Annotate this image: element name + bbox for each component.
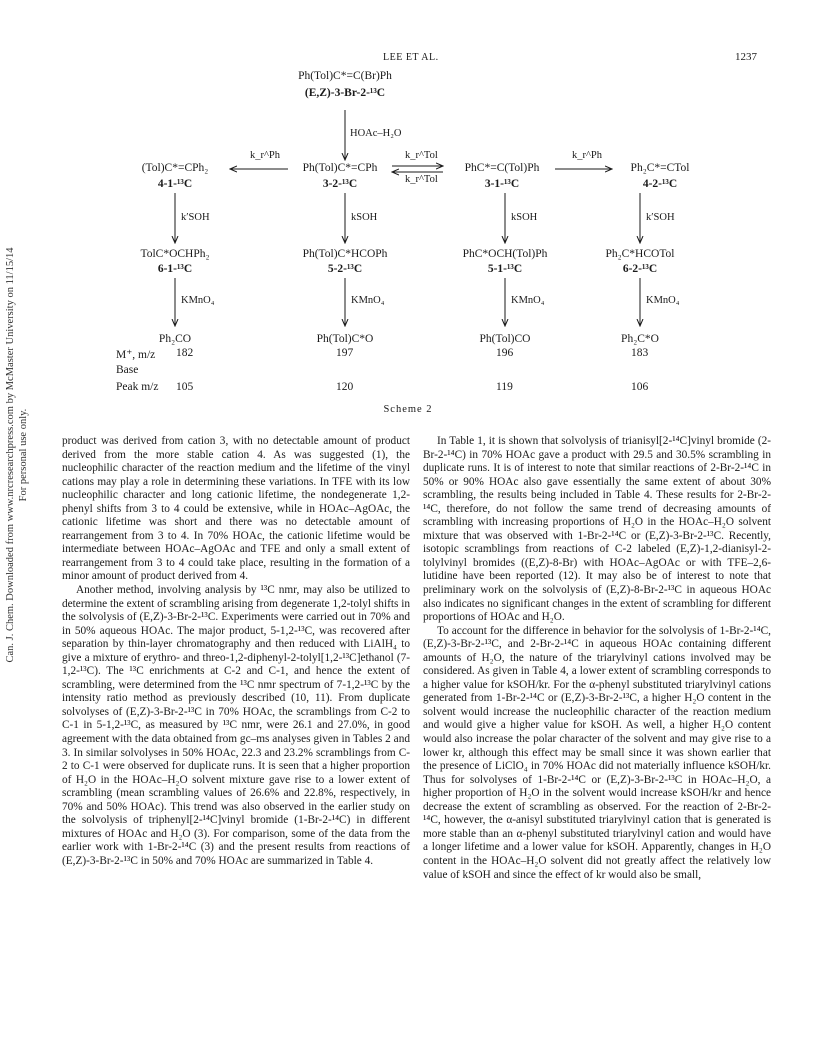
ketone-2: Ph(Tol)C*O xyxy=(316,333,374,345)
ketone-1: Ph₂CO xyxy=(158,333,192,345)
running-title: LEE ET AL. xyxy=(383,52,439,63)
cation-3-1: PhC*=C(Tol)Ph xyxy=(464,162,540,174)
mz-value-1: 182 xyxy=(176,347,194,359)
product-6-1: TolC*OCHPh₂ xyxy=(140,248,210,260)
scheme-arrows xyxy=(60,68,770,420)
peak-label: Peak m/z xyxy=(116,381,159,393)
side-note-line-1: Can. J. Chem. Downloaded from www.nrcresearchpress.com by McMaster University on 11/15/14 xyxy=(5,247,16,663)
starting-bromide: Ph(Tol)C*=C(Br)Ph xyxy=(298,70,392,82)
cation-3-1-label: 3-1-¹³C xyxy=(484,178,520,190)
rate-kr-ph-left: k_r^Ph xyxy=(250,150,281,161)
ksoh-3: kSOH xyxy=(511,212,538,223)
peak-value-1: 105 xyxy=(176,381,194,393)
right-paragraph-2: To account for the difference in behavior for the solvolysis of 1-Br-2-¹⁴C, (E,Z)-3-Br-2-¹³C, and 2-Br-2-¹⁴C in aqueous HOAc containing different amounts of H₂O, the nature of the triarylvinyl cations involved may be considered. As given in Table 4, a lower extent of scrambling corresponds to a higher value for kSOH/kr. For the α-phenyl substituted triarylvinyl cations generated from 1-Br-2-¹⁴C or (E,Z)-3-Br-2-¹³C, a higher H₂O content in the solvent would increase the nucleophilic character of the reaction medium and would give a higher value for kSOH. As well, a higher H₂O content would also increase the polar character of the solvent and may give rise to a lower kr, although this effect may be small since it was shown earlier that the presence of LiClO₄ in 70% HOAc did not materially influence kSOH/kr. Thus for solvolyses of 1-Br-2-¹⁴C or (E,Z)-3-Br-2-¹³C in HOAc–H₂O, a higher proportion of H₂O in the solvent would increase kSOH/kr and hence decrease the extent of scrambling as observed. For the reaction of 2-Br-2-¹⁴C, however, the α-anisyl substituted triarylvinyl cation that is generated is more stable than an α-phenyl substituted triarylvinyl cation and would have a longer lifetime and a lower value for kSOH. Apparently, changes in H₂O content in the HOAc–H₂O solvent did not greatly affect the relatively low value of kSOH and since the effect of kr would also be small, xyxy=(423,624,771,881)
product-6-2-label: 6-2-¹³C xyxy=(622,263,658,275)
product-5-1-label: 5-1-¹³C xyxy=(487,263,523,275)
oxidant-3: KMnO₄ xyxy=(511,295,545,306)
mz-value-4: 183 xyxy=(631,347,649,359)
cation-4-1: (Tol)C*=CPh₂ xyxy=(141,162,209,174)
oxidant-2: KMnO₄ xyxy=(351,295,385,306)
scheme-caption: Scheme 2 xyxy=(383,404,433,415)
peak-value-3: 119 xyxy=(496,381,513,393)
page-number: 1237 xyxy=(735,51,757,63)
left-paragraph-2: Another method, involving analysis by ¹³C nmr, may also be utilized to determine the extent of scrambling arising from degenerate 1,2-tolyl shifts in the solvolysis of (E,Z)-3-Br-2-¹³C. Experiments were carried out in 70% and in 50% aqueous HOAc. The major product, 5-1,2-¹³C, was recovered after separation by thin-layer chromatography and then reduced with LiAlH₄ to give a mixture of erythro- and threo-1,2-diphenyl-2-tolyl[1,2-¹³C]ethanol (7-1,2-¹³C). The ¹³C enrichments at C-2 and C-1, and hence the extent of scrambling, were determined from the ¹³C nmr spectrum of 7-1,2-¹³C by the intensity ratio method as previously described (10, 11). From duplicate solvolyses of (E,Z)-3-Br-2-¹³C in 70% HOAc, the scramblings from C-2 to C-1 in 5-1,2-¹³C, as measured by ¹³C nmr, were 26.1 and 27.0%, in good agreement with the data obtained from gc–ms analyses given in Tables 2 and 3. In similar solvolyses in 50% HOAc, 22.3 and 23.2% scramblings from C-2 to C-1 were observed for duplicate runs. It is seen that a higher proportion of H₂O in the HOAc–H₂O solvent mixture gave rise to a lower extent of scrambling (mean scrambling values of 26.6% and 22.8%, respectively, in 70% and 50% HOAc). This trend was also observed in the earlier study on the solvolysis of triphenyl[2-¹⁴C]vinyl bromide (1-Br-2-¹⁴C) in different mixtures of HOAc and H₂O (3). For comparison, some of the data from the earlier work with 1-Br-2-¹⁴C (3) and the present results from reactions of (E,Z)-3-Br-2-¹³C in 50% and 70% HOAc are summarized in Table 4. xyxy=(62,584,410,867)
product-6-2: Ph₂C*HCOTol xyxy=(605,248,675,260)
product-5-2-label: 5-2-¹³C xyxy=(327,263,363,275)
rate-kr-ph-right: k_r^Ph xyxy=(572,150,603,161)
ketone-3: Ph(Tol)CO xyxy=(479,333,531,345)
oxidant-4: KMnO₄ xyxy=(646,295,680,306)
ketone-4: Ph₂C*O xyxy=(621,333,659,345)
cation-3-2-label: 3-2-¹³C xyxy=(322,178,358,190)
rate-kr-tol-forward: k_r^Tol xyxy=(405,150,438,161)
ksoh-1: k′SOH xyxy=(181,212,210,223)
mz-value-2: 197 xyxy=(336,347,354,359)
mz-value-3: 196 xyxy=(496,347,514,359)
left-column xyxy=(62,435,410,869)
rate-kr-tol-back: k_r^Tol xyxy=(405,174,438,185)
cation-4-1-label: 4-1-¹³C xyxy=(157,178,193,190)
peak-value-2: 120 xyxy=(336,381,354,393)
base-label: Base xyxy=(116,364,139,376)
product-6-1-label: 6-1-¹³C xyxy=(157,263,193,275)
starting-bromide-label: (E,Z)-3-Br-2-¹³C xyxy=(304,87,386,99)
cation-3-2: Ph(Tol)C*=CPh xyxy=(302,162,378,174)
left-paragraph-1: product was derived from cation 3, with no detectable amount of product derived from the more stable cation 4. As was suggested (1), the nucleophilic character of the reaction medium and the lifetime of the vinyl cations may play a role in determining these variations. In TFE with its low nucleophilic character and long cationic lifetime, the nondegenerate 1,2-phenyl shifts from 3 to 4 could be extensive, while in HOAc–AgOAc, the cationic lifetime was short and there was no detectable amount of rearrangement from 3 to 4. In 70% HOAc, the cationic lifetime would be intermediate between HOAc–AgOAc and TFE and only a small extent of rearrangement from 3 to 4 could take place, resulting in the formation of a minor amount of product derived from 4. xyxy=(62,435,410,583)
peak-value-4: 106 xyxy=(631,381,649,393)
ksoh-2: kSOH xyxy=(351,212,378,223)
mz-row-label: M⁺, m/z xyxy=(116,349,156,361)
cation-4-2-label: 4-2-¹³C xyxy=(642,178,678,190)
reaction-scheme xyxy=(60,68,770,420)
product-5-1: PhC*OCH(Tol)Ph xyxy=(462,248,548,260)
cation-4-2: Ph₂C*=CTol xyxy=(630,162,690,174)
download-side-note xyxy=(4,240,44,670)
ksoh-4: k′SOH xyxy=(646,212,675,223)
solvent-label: HOAc–H₂O xyxy=(350,128,402,139)
side-note-line-2: For personal use only. xyxy=(18,408,29,502)
right-paragraph-1: In Table 1, it is shown that solvolysis of trianisyl[2-¹⁴C]vinyl bromide (2-Br-2-¹⁴C) in 70% HOAc gave a product with 29.5 and 30.5% scrambling in duplicate runs. It is of interest to note that similar reactions of 2-Br-2-¹⁴C in 50% or 90% HOAc also gave essentially the same extent of about 30% scrambling, the results being included in Table 4. These results for 2-Br-2-¹⁴C, therefore, do not follow the same trend of decreasing amounts of scrambling with increasing proportions of H₂O in the HOAc–H₂O solvent mixture that was observed with 1-Br-2-¹⁴C or (E,Z)-3-Br-2-¹³C. Recently, isotopic scramblings from reactions of C-2 labeled (E,Z)-1,2-dianisyl-2-tolylvinyl bromides ((E,Z)-8-Br) with HOAc–AgOAc or with TFE–2,6-lutidine have been reported (12). It may also be of interest to note that preliminary work on the solvolysis of (E,Z)-8-Br-2-¹³C in aqueous HOAc also indicates no significant changes in the extent of scrambling for different proportions of HOAc and H₂O. xyxy=(423,435,771,624)
right-column xyxy=(423,435,771,882)
product-5-2: Ph(Tol)C*HCOPh xyxy=(302,248,388,260)
oxidant-1: KMnO₄ xyxy=(181,295,215,306)
